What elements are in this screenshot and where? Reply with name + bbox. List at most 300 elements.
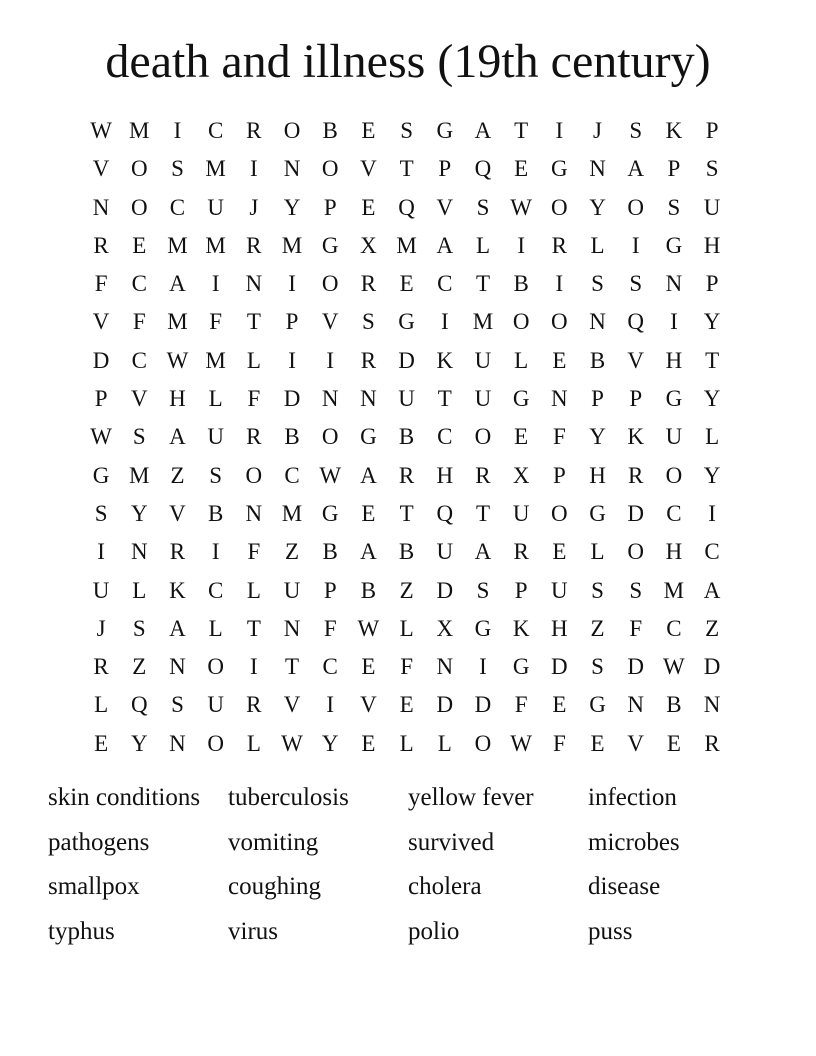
grid-letter[interactable]: L [399,615,414,641]
grid-letter[interactable]: O [283,118,301,143]
grid-letter[interactable]: S [132,424,146,450]
grid-letter[interactable]: T [246,615,261,641]
grid-letter[interactable]: U [436,539,454,565]
grid-letter[interactable]: D [92,347,110,373]
grid-letter[interactable]: N [321,386,339,412]
grid-letter[interactable]: S [94,500,108,526]
grid-letter[interactable]: F [247,539,261,565]
grid-letter[interactable]: A [169,424,186,450]
grid-letter[interactable]: R [246,232,262,258]
grid-letter[interactable]: X [436,615,454,641]
grid-letter[interactable]: I [97,539,105,565]
grid-letter[interactable]: E [399,692,414,718]
grid-letter[interactable]: H [551,615,568,641]
grid-letter[interactable]: S [362,309,375,335]
grid-letter[interactable]: S [629,577,643,603]
grid-letter[interactable]: C [131,347,147,373]
grid-letter[interactable]: I [670,309,678,335]
grid-letter[interactable]: V [130,386,148,412]
grid-letter[interactable]: O [551,309,568,335]
grid-letter[interactable]: F [94,271,108,297]
grid-letter[interactable]: O [321,271,339,297]
grid-letter[interactable]: P [667,156,681,182]
grid-letter[interactable]: U [703,194,721,220]
grid-letter[interactable]: S [629,118,643,143]
grid-letter[interactable]: T [246,309,261,335]
grid-letter[interactable]: O [474,424,492,450]
grid-letter[interactable]: N [360,386,377,412]
grid-letter[interactable]: G [512,386,530,412]
grid-letter[interactable]: L [475,232,490,258]
grid-letter[interactable]: L [590,539,605,565]
grid-letter[interactable]: J [249,194,259,220]
grid-letter[interactable]: M [472,309,494,335]
grid-letter[interactable]: H [169,386,186,412]
grid-letter[interactable]: R [513,539,529,565]
grid-letter[interactable]: W [319,462,342,488]
grid-letter[interactable]: S [591,271,604,297]
grid-letter[interactable]: V [169,500,186,526]
grid-letter[interactable]: F [247,386,261,412]
grid-letter[interactable]: R [398,462,415,488]
grid-letter[interactable]: S [132,615,146,641]
grid-letter[interactable]: E [361,118,376,143]
grid-letter[interactable]: F [514,692,528,718]
grid-letter[interactable]: F [323,615,337,641]
grid-letter[interactable]: B [666,692,682,718]
grid-letter[interactable]: I [440,309,449,335]
grid-letter[interactable]: P [629,386,643,412]
grid-letter[interactable]: U [474,347,492,373]
grid-letter[interactable]: W [510,194,533,220]
grid-letter[interactable]: N [283,156,301,182]
grid-letter[interactable]: E [361,500,376,526]
grid-letter[interactable]: O [130,194,148,220]
grid-letter[interactable]: Q [130,692,148,718]
grid-letter[interactable]: L [590,232,605,258]
grid-letter[interactable]: S [667,194,681,220]
grid-letter[interactable]: K [627,424,645,450]
grid-letter[interactable]: G [589,500,606,526]
grid-letter[interactable]: S [476,577,490,603]
grid-letter[interactable]: E [94,730,109,756]
grid-letter[interactable]: A [703,577,721,603]
grid-letter[interactable]: Y [703,462,721,488]
grid-letter[interactable]: I [326,347,335,373]
grid-letter[interactable]: X [360,232,377,258]
grid-letter[interactable]: T [399,500,414,526]
grid-letter[interactable]: W [357,615,380,641]
grid-letter[interactable]: O [551,194,568,220]
grid-letter[interactable]: B [513,271,529,297]
grid-letter[interactable]: C [322,654,338,680]
grid-letter[interactable]: L [437,730,452,756]
grid-row [82,725,732,763]
letter-grid [82,112,732,763]
grid-letter[interactable]: M [129,118,150,143]
grid-letter[interactable]: Z [590,615,605,641]
grid-letter[interactable]: Y [130,500,148,526]
grid-letter[interactable]: E [361,194,376,220]
grid-letter[interactable]: P [323,577,337,603]
grid-letter[interactable]: L [208,386,223,412]
grid-letter[interactable]: O [627,539,645,565]
grid-letter[interactable]: C [207,118,224,143]
grid-letter[interactable]: R [475,462,491,488]
grid-letter[interactable]: O [321,424,339,450]
grid-letter[interactable]: W [90,424,112,450]
grid-letter[interactable]: N [130,539,148,565]
grid-row [82,610,732,648]
grid-letter[interactable]: A [169,615,186,641]
grid-letter[interactable]: G [589,692,606,718]
grid-letter[interactable]: N [589,309,606,335]
grid-letter[interactable]: I [173,118,182,143]
grid-letter[interactable]: W [510,730,533,756]
grid-letter[interactable]: O [474,730,492,756]
grid-letter[interactable]: L [132,577,147,603]
grid-letter[interactable]: H [436,462,454,488]
grid-letter[interactable]: D [474,692,492,718]
grid-letter[interactable]: F [400,654,413,680]
grid-letter[interactable]: P [591,386,604,412]
grid-letter[interactable]: P [94,386,108,412]
grid-letter[interactable]: G [474,615,492,641]
grid-letter[interactable]: I [631,232,640,258]
grid-letter[interactable]: R [628,462,644,488]
grid-letter[interactable]: L [514,347,529,373]
grid-letter[interactable]: Y [589,424,606,450]
grid-letter[interactable]: G [551,156,568,182]
grid-letter[interactable]: R [93,232,109,258]
grid-letter[interactable]: E [132,232,147,258]
grid-letter[interactable]: U [207,424,224,450]
grid-letter[interactable]: Z [399,577,414,603]
grid-letter[interactable]: T [514,118,529,143]
grid-letter[interactable]: E [666,730,681,756]
grid-letter[interactable]: O [321,156,339,182]
grid-letter[interactable]: R [704,730,720,756]
grid-letter[interactable]: G [665,232,683,258]
grid-letter[interactable]: D [551,654,568,680]
grid-letter[interactable]: C [666,500,682,526]
grid-letter[interactable]: N [92,194,110,220]
grid-letter[interactable]: W [166,347,189,373]
grid-letter[interactable]: T [399,156,414,182]
grid-letter[interactable]: T [475,500,490,526]
grid-letter[interactable]: S [209,462,223,488]
grid-row [82,189,732,227]
grid-letter[interactable]: C [284,462,300,488]
grid-letter[interactable]: P [323,194,337,220]
grid-letter[interactable]: R [246,424,262,450]
grid-letter[interactable]: D [627,654,645,680]
grid-letter[interactable]: R [360,271,377,297]
grid-letter[interactable]: K [665,118,683,143]
grid-letter[interactable]: Z [170,462,185,488]
grid-row [82,112,732,150]
grid-letter[interactable]: I [555,271,564,297]
grid-letter[interactable]: C [666,615,682,641]
grid-letter[interactable]: O [627,194,645,220]
grid-letter[interactable]: D [436,577,454,603]
grid-letter[interactable]: E [552,347,567,373]
grid-letter[interactable]: F [209,309,223,335]
grid-letter[interactable]: L [705,424,720,450]
grid-letter[interactable]: E [361,730,376,756]
grid-letter[interactable]: I [517,232,525,258]
grid-letter[interactable]: S [171,156,184,182]
grid-letter[interactable]: J [593,118,602,143]
grid-letter[interactable]: F [552,730,566,756]
grid-letter[interactable]: U [283,577,301,603]
grid-letter[interactable]: R [169,539,186,565]
grid-letter[interactable]: R [360,347,377,373]
grid-letter[interactable]: Q [627,309,645,335]
grid-letter[interactable]: P [438,156,452,182]
grid-letter[interactable]: O [551,500,568,526]
grid-letter[interactable]: H [665,539,683,565]
grid-letter[interactable]: L [246,347,261,373]
grid-letter[interactable]: G [321,500,339,526]
grid-letter[interactable]: K [512,615,530,641]
grid-letter[interactable]: Y [130,730,148,756]
grid-letter[interactable]: O [207,654,224,680]
grid-letter[interactable]: I [211,271,220,297]
grid-letter[interactable]: I [211,539,220,565]
grid-letter[interactable]: I [708,500,716,526]
grid-letter[interactable]: E [514,156,529,182]
grid-letter[interactable]: R [246,118,262,143]
grid-letter[interactable]: I [288,347,296,373]
grid-letter[interactable]: M [205,232,226,258]
grid-letter[interactable]: I [555,118,564,143]
word-list-item: tuberculosis [228,784,349,811]
grid-letter[interactable]: L [208,615,223,641]
grid-letter[interactable]: F [132,309,146,335]
grid-letter[interactable]: E [590,730,605,756]
grid-letter[interactable]: O [245,462,263,488]
grid-letter[interactable]: A [436,232,454,258]
grid-letter[interactable]: U [665,424,683,450]
grid-letter[interactable]: M [167,232,188,258]
grid-letter[interactable]: S [476,194,490,220]
grid-letter[interactable]: T [475,271,490,297]
grid-letter[interactable]: N [436,654,454,680]
grid-letter[interactable]: V [360,692,377,718]
grid-letter[interactable]: I [326,692,335,718]
grid-letter[interactable]: N [245,500,263,526]
grid-letter[interactable]: X [512,462,530,488]
grid-letter[interactable]: B [398,539,415,565]
grid-letter[interactable]: N [169,654,186,680]
grid-letter[interactable]: V [92,309,110,335]
grid-letter[interactable]: B [322,118,338,143]
grid-letter[interactable]: I [250,654,258,680]
grid-letter[interactable]: S [705,156,719,182]
grid-letter[interactable]: N [245,271,263,297]
grid-letter[interactable]: L [94,692,109,718]
grid-letter[interactable]: D [703,654,721,680]
grid-letter[interactable]: N [551,386,568,412]
grid-letter[interactable]: P [552,462,566,488]
grid-letter[interactable]: U [207,692,224,718]
grid-letter[interactable]: G [665,386,683,412]
grid-letter[interactable]: S [629,271,643,297]
grid-letter[interactable]: D [436,692,454,718]
grid-letter[interactable]: C [169,194,186,220]
grid-letter[interactable]: H [589,462,606,488]
grid-letter[interactable]: Y [283,194,301,220]
word-list-item: coughing [228,873,322,900]
grid-letter[interactable]: C [437,424,453,450]
grid-letter[interactable]: E [552,692,567,718]
grid-letter[interactable]: D [283,386,301,412]
grid-letter[interactable]: U [207,194,224,220]
grid-letter[interactable]: L [246,577,261,603]
grid-letter[interactable]: C [131,271,147,297]
grid-letter[interactable]: U [512,500,530,526]
grid-letter[interactable]: N [589,156,606,182]
grid-letter[interactable]: E [399,271,414,297]
grid-letter[interactable]: T [437,386,452,412]
grid-letter[interactable]: Z [705,615,720,641]
grid-letter[interactable]: Q [436,500,454,526]
grid-letter[interactable]: Z [285,539,300,565]
grid-letter[interactable]: J [96,615,106,641]
grid-letter[interactable]: O [665,462,683,488]
grid-letter[interactable]: P [514,577,528,603]
grid-letter[interactable]: Q [474,156,492,182]
grid-letter[interactable]: B [207,500,224,526]
grid-letter[interactable]: A [360,462,377,488]
grid-letter[interactable]: Y [589,194,606,220]
grid-letter[interactable]: D [627,500,645,526]
grid-letter[interactable]: S [591,654,604,680]
grid-letter[interactable]: N [169,730,186,756]
grid-letter[interactable]: Y [703,309,721,335]
grid-letter[interactable]: M [281,232,303,258]
grid-letter[interactable]: N [665,271,683,297]
grid-letter[interactable]: A [474,118,492,143]
grid-letter[interactable]: I [479,654,487,680]
grid-letter[interactable]: G [436,118,454,143]
grid-letter[interactable]: M [205,156,226,182]
grid-letter[interactable]: P [285,309,299,335]
grid-letter[interactable]: M [663,577,685,603]
grid-letter[interactable]: U [551,577,568,603]
grid-letter[interactable]: N [283,615,301,641]
grid-letter[interactable]: Q [398,194,415,220]
grid-letter[interactable]: A [169,271,186,297]
grid-letter[interactable]: E [552,539,567,565]
grid-letter[interactable]: P [705,271,719,297]
grid-letter[interactable]: U [474,386,492,412]
grid-letter[interactable]: I [250,156,258,182]
grid-letter[interactable]: D [398,347,415,373]
grid-letter[interactable]: W [90,118,112,143]
grid-letter[interactable]: G [398,309,415,335]
grid-letter[interactable]: E [514,424,529,450]
grid-letter[interactable]: V [92,156,110,182]
grid-letter[interactable]: O [512,309,530,335]
grid-letter[interactable]: R [551,232,568,258]
grid-letter[interactable]: U [398,386,415,412]
grid-letter[interactable]: M [167,309,188,335]
word-list-item: virus [228,917,278,945]
grid-letter[interactable]: F [629,615,643,641]
grid-letter[interactable]: L [399,730,414,756]
grid-letter[interactable]: G [321,232,339,258]
grid-letter[interactable]: C [437,271,453,297]
grid-letter[interactable]: S [400,118,413,143]
grid-letter[interactable]: G [360,424,377,450]
grid-letter[interactable]: G [512,654,530,680]
grid-letter[interactable]: V [283,692,301,718]
grid-letter[interactable]: P [705,118,719,143]
grid-letter[interactable]: I [288,271,296,297]
grid-letter[interactable]: N [703,692,721,718]
grid-letter[interactable]: A [360,539,377,565]
grid-letter[interactable]: F [552,424,566,450]
grid-letter[interactable]: K [169,577,186,603]
grid-letter[interactable]: M [129,462,150,488]
grid-letter[interactable]: V [436,194,454,220]
grid-letter[interactable]: B [398,424,415,450]
grid-row [82,572,732,610]
grid-letter[interactable]: M [205,347,226,373]
word-list-row [48,867,788,912]
grid-letter[interactable]: T [285,654,300,680]
grid-letter[interactable]: L [246,730,261,756]
grid-letter[interactable]: N [627,692,645,718]
grid-letter[interactable]: C [207,577,224,603]
grid-letter[interactable]: S [591,577,604,603]
grid-letter[interactable]: S [171,692,184,718]
grid-letter[interactable]: H [703,232,721,258]
grid-letter[interactable]: V [627,730,645,756]
grid-letter[interactable]: M [281,500,303,526]
grid-letter[interactable]: B [322,539,338,565]
grid-letter[interactable]: U [92,577,110,603]
grid-letter[interactable]: T [705,347,720,373]
grid-letter[interactable]: V [627,347,645,373]
grid-letter[interactable]: Y [703,386,721,412]
grid-letter[interactable]: G [92,462,110,488]
grid-letter[interactable]: B [589,347,606,373]
grid-letter[interactable]: O [207,730,224,756]
grid-letter[interactable]: V [321,309,339,335]
grid-letter[interactable]: R [246,692,262,718]
grid-letter[interactable]: V [360,156,377,182]
grid-letter[interactable]: Y [321,730,339,756]
grid-letter[interactable]: A [474,539,492,565]
grid-letter[interactable]: W [663,654,685,680]
grid-letter[interactable]: M [396,232,417,258]
grid-letter[interactable]: B [360,577,377,603]
grid-letter[interactable]: O [130,156,148,182]
grid-letter[interactable]: E [361,654,376,680]
grid-letter[interactable]: A [627,156,645,182]
grid-letter[interactable]: K [436,347,454,373]
grid-letter[interactable]: Z [132,654,147,680]
grid-letter[interactable]: W [281,730,303,756]
word-list [48,778,788,956]
grid-letter[interactable]: H [665,347,683,373]
grid-letter[interactable]: R [93,654,109,680]
grid-letter[interactable]: B [284,424,300,450]
grid-letter[interactable]: C [704,539,720,565]
